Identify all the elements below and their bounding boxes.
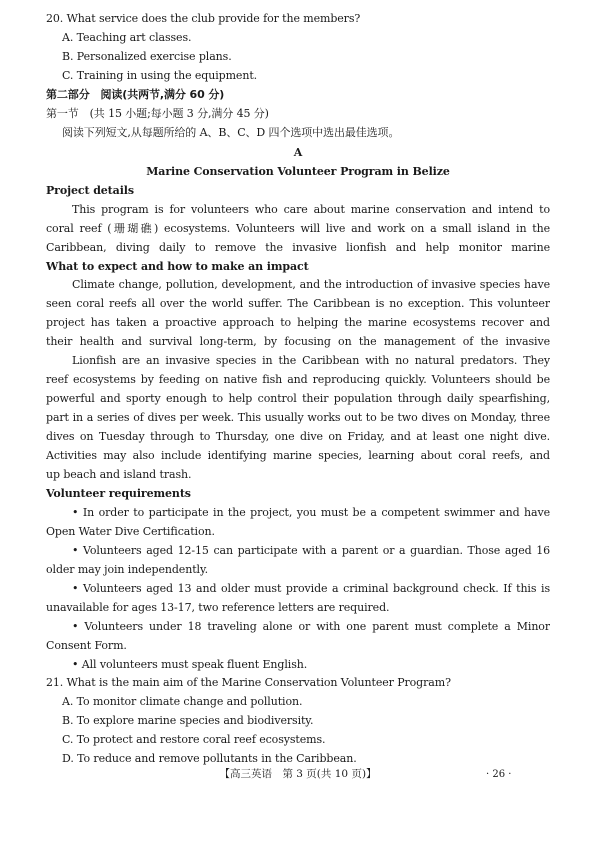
requirement-line: • Volunteers aged 13 and older must provide a criminal background check. If this is bbox=[72, 582, 550, 595]
paragraph-line: dives on Tuesday through to Thursday, one dive on Friday, and at least one night dive. bbox=[46, 430, 550, 443]
question-20-stem: 20. What service does the club provide for the members? bbox=[46, 12, 361, 25]
page-code: · 26 · bbox=[486, 769, 512, 780]
requirement-line: Consent Form. bbox=[46, 639, 127, 652]
part-title: 第二部分 阅读(共两节,满分 60 分) bbox=[46, 88, 225, 101]
heading-volunteer-requirements: Volunteer requirements bbox=[46, 487, 191, 500]
question-21-option-c: C. To protect and restore coral reef ecosystems. bbox=[62, 733, 326, 746]
paragraph-line: up beach and island trash. bbox=[46, 468, 192, 481]
section-instruction: 阅读下列短文,从每题所给的 A、B、C、D 四个选项中选出最佳选项。 bbox=[62, 126, 400, 139]
passage-letter: A bbox=[293, 146, 303, 159]
requirement-line: • All volunteers must speak fluent English. bbox=[72, 658, 308, 671]
requirement-line: unavailable for ages 13-17, two reference letters are required. bbox=[46, 601, 390, 614]
paragraph-line: coral reef (珊瑚礁) ecosystems. Volunteers will live and work on a small island in the bbox=[46, 222, 550, 235]
requirement-line: • In order to participate in the project, you must be a competent swimmer and have bbox=[72, 506, 550, 519]
paragraph-line: Lionfish are an invasive species in the Caribbean with no natural predators. They bbox=[72, 354, 550, 367]
section-subtitle: 第一节 (共 15 小题;每小题 3 分,满分 45 分) bbox=[46, 107, 269, 120]
paragraph-line: seen coral reefs all over the world suffer. The Caribbean is no exception. This volunteer bbox=[46, 297, 550, 310]
requirement-line: Open Water Dive Certification. bbox=[46, 525, 215, 538]
question-21-option-d: D. To reduce and remove pollutants in the Caribbean. bbox=[62, 752, 357, 765]
paragraph-line: their health and survival long-term, by focusing on the management of the invasive bbox=[46, 335, 550, 348]
passage-title: Marine Conservation Volunteer Program in Belize bbox=[146, 165, 450, 178]
paragraph-line: reef ecosystems by feeding on native fish and reproducing quickly. Volunteers should be bbox=[46, 373, 550, 386]
question-20-option-b: B. Personalized exercise plans. bbox=[62, 50, 232, 63]
requirement-line: • Volunteers aged 12-15 can participate with a parent or a guardian. Those aged 16 bbox=[72, 544, 550, 557]
paragraph-line: project has taken a proactive approach to helping the marine ecosystems recover and bbox=[46, 316, 550, 329]
heading-project-details: Project details bbox=[46, 184, 134, 197]
question-21-stem: 21. What is the main aim of the Marine Conservation Volunteer Program? bbox=[46, 676, 451, 689]
question-20-option-a: A. Teaching art classes. bbox=[62, 31, 192, 44]
requirement-line: older may join independently. bbox=[46, 563, 208, 576]
paragraph-line: Caribbean, diving daily to remove the invasive lionfish and help monitor marine bbox=[46, 241, 550, 254]
page-footer: 【高三英语 第 3 页(共 10 页)】 bbox=[219, 768, 377, 780]
paragraph-line: Climate change, pollution, development, and the introduction of invasive species have bbox=[72, 278, 550, 291]
requirement-line: • Volunteers under 18 traveling alone or with one parent must complete a Minor bbox=[72, 620, 550, 633]
paragraph-line: part in a series of dives per week. This usually works out to be two dives on Monday, three bbox=[46, 411, 550, 424]
question-21-option-b: B. To explore marine species and biodiversity. bbox=[62, 714, 314, 727]
question-20-option-c: C. Training in using the equipment. bbox=[62, 69, 258, 82]
heading-what-to-expect: What to expect and how to make an impact bbox=[46, 260, 309, 273]
question-21-option-a: A. To monitor climate change and pollution. bbox=[62, 695, 303, 708]
paragraph-line: Activities may also include identifying marine species, learning about coral reefs, and bbox=[46, 449, 550, 462]
paragraph-line: This program is for volunteers who care about marine conservation and intend to bbox=[72, 203, 550, 216]
paragraph-line: powerful and sporty enough to help control their population through daily spearfishing, bbox=[46, 392, 550, 405]
